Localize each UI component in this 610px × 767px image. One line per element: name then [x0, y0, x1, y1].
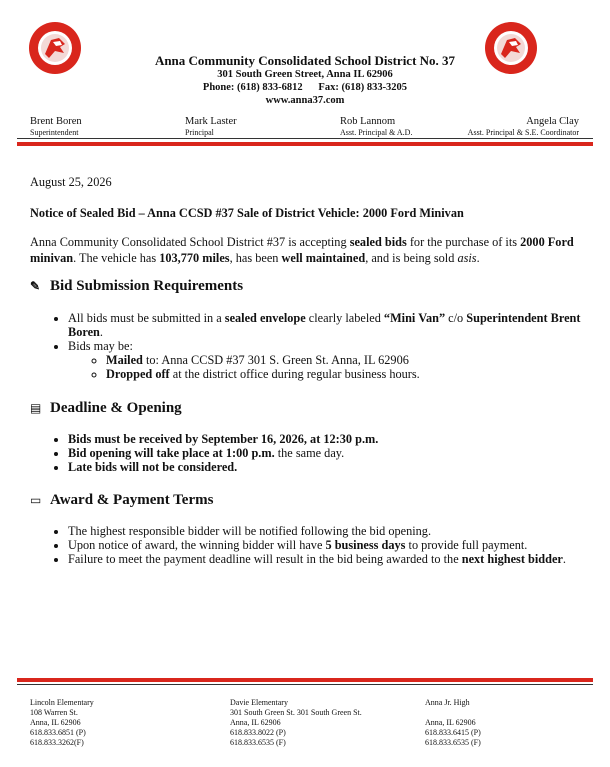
district-name: Anna Community Consolidated School District No. 37: [154, 53, 456, 68]
list-item: • Upon notice of award, the winning bidder will have 5 business days to provide full payment.: [68, 538, 608, 552]
list-item: • The highest responsible bidder will be notified following the bid opening.: [68, 524, 608, 538]
staff-superintendent: [30, 116, 82, 138]
staff-name: Angela Clay: [526, 116, 579, 127]
footer-street: 108 Warren St.: [30, 708, 78, 717]
list-item: ◦ Mailed to: Anna CCSD #37 301 S. Green St. Anna, IL 62906: [106, 353, 608, 367]
footer-phone: 618.833.6851 (P): [30, 728, 86, 737]
footer-lincoln: [30, 698, 94, 748]
staff-principal: [185, 116, 237, 138]
footer-street: [425, 708, 481, 718]
list-item: • Bids must be received by September 16, 2026, at 12:30 p.m.: [68, 432, 608, 446]
footer-junior-high: [425, 698, 481, 748]
award-list: [30, 524, 608, 566]
footer-fax: 618.833.3262(F): [30, 738, 84, 747]
footer-phone: 618.833.6415 (P): [425, 728, 481, 737]
list-item: • Failure to meet the payment deadline will result in the bid being awarded to the next highest bidder.: [68, 552, 608, 566]
staff-title: Asst. Principal & A.D.: [340, 128, 413, 137]
memo-icon: ✎: [30, 279, 41, 293]
list-item: • Bids may be: ◦ Mailed to: Anna CCSD #37 301 S. Green St. Anna, IL 62906 ◦ Dropped off at the district office during regular business hours.: [68, 339, 608, 381]
list-item: • All bids must be submitted in a sealed envelope clearly labeled “Mini Van” c/o Superintendent Brent Boren.: [68, 311, 608, 339]
section-heading-award: ▭ Award & Payment Terms: [30, 492, 214, 508]
footer-city: Anna, IL 62906: [30, 718, 81, 727]
staff-title: Asst. Principal & S.E. Coordinator: [467, 128, 579, 137]
footer-school: Davie Elementary: [230, 698, 288, 707]
footer-street: 301 South Green St. 301 South Green St.: [230, 708, 362, 717]
staff-asst-principal-se: [468, 116, 579, 138]
staff-name: Rob Lannom: [340, 116, 396, 127]
header-divider-thin: [17, 138, 593, 139]
section-heading-submission: ✎ Bid Submission Requirements: [30, 278, 244, 294]
header-divider-red: [17, 142, 593, 146]
district-phone-fax: Phone: (618) 833-6812 Fax: (618) 833-3205: [202, 82, 408, 93]
list-item: • Late bids will not be considered.: [68, 460, 608, 474]
letter-intro: Anna Community Consolidated School District #37 is accepting sealed bids for the purchase of its 2000 Ford minivan. The vehicle has 103,770 miles, has been well maintained, and is being sold asis.: [30, 235, 574, 265]
footer-school: Anna Jr. High: [425, 698, 470, 707]
money-icon: ▭: [30, 493, 42, 507]
footer-divider-red: [17, 678, 593, 682]
staff-asst-principal: [340, 116, 412, 138]
submission-list: [30, 311, 608, 381]
letter-subject: Notice of Sealed Bid – Anna CCSD #37 Sale of District Vehicle: 2000 Ford Minivan: [30, 206, 464, 220]
section-heading-deadline: ▤ Deadline & Opening: [30, 400, 182, 416]
staff-name: Brent Boren: [30, 116, 82, 127]
deadline-list: [30, 432, 608, 474]
letter-date: August 25, 2026: [30, 175, 112, 189]
footer-fax: 618.833.6535 (F): [425, 738, 481, 747]
footer-divider-thin: [17, 684, 593, 685]
list-item: • Bid opening will take place at 1:00 p.m. the same day.: [68, 446, 608, 460]
footer-school: Lincoln Elementary: [30, 698, 94, 707]
footer-fax: 618.833.6535 (F): [230, 738, 286, 747]
staff-title: Principal: [185, 128, 214, 137]
staff-title: Superintendent: [30, 128, 79, 137]
footer-phone: 618.833.8022 (P): [230, 728, 286, 737]
list-item: ◦ Dropped off at the district office during regular business hours.: [106, 367, 608, 381]
footer-davie: [230, 698, 362, 748]
district-address: 301 South Green Street, Anna IL 62906: [217, 69, 393, 80]
calendar-icon: ▤: [30, 401, 42, 415]
district-website[interactable]: www.anna37.com: [265, 95, 345, 106]
footer-city: Anna, IL 62906: [425, 718, 476, 727]
staff-name: Mark Laster: [185, 116, 237, 127]
footer-city: Anna, IL 62906: [230, 718, 281, 727]
